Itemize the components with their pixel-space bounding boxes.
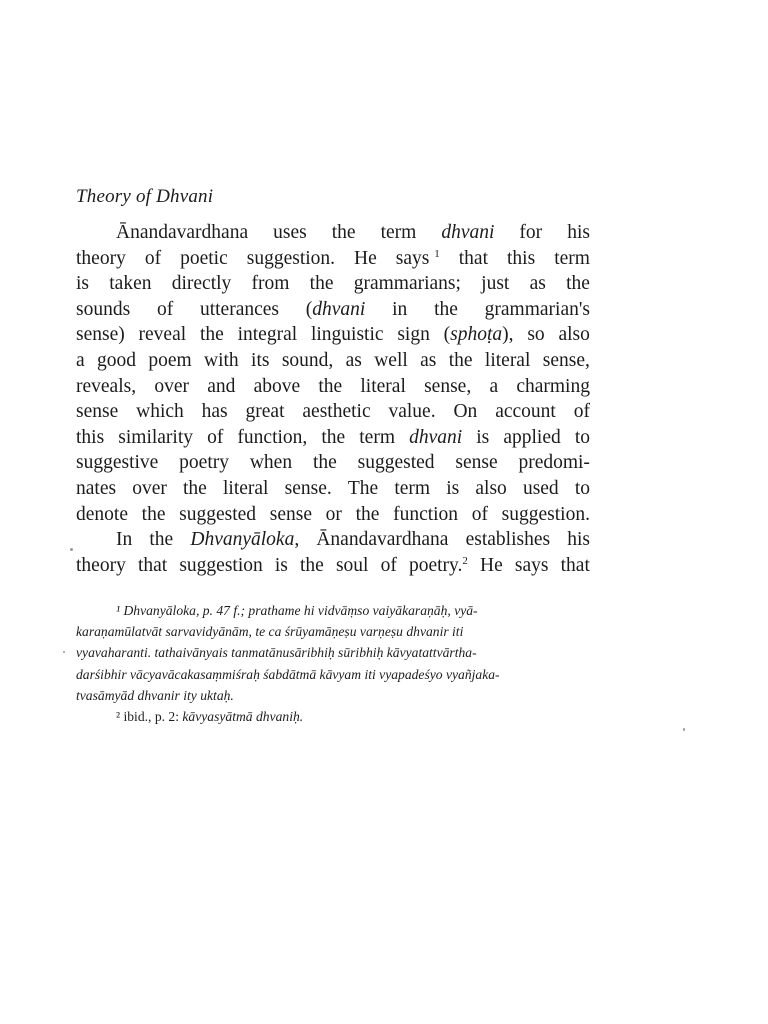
footnote-2-ref: ² ibid., p. 2: <box>116 709 179 725</box>
word: value. <box>388 401 436 423</box>
footnotes <box>76 600 590 727</box>
word: uses <box>273 222 307 243</box>
word: as <box>529 273 546 295</box>
word: suggested <box>179 503 257 525</box>
word: He <box>354 247 377 269</box>
word: sign <box>397 324 430 346</box>
word: Ānandavardhana <box>116 222 249 243</box>
word: sense) <box>76 324 125 346</box>
word: the <box>318 375 343 397</box>
word: the <box>434 298 458 320</box>
word: sounds <box>76 298 131 320</box>
word: aesthetic <box>302 401 371 423</box>
word: integral <box>237 324 298 346</box>
footnote-1-line: vyavaharanti. tathaivānyais tanmatānusāribhiḥ sūribhiḥ kāvyatattvārtha- <box>76 645 477 661</box>
word: as <box>345 349 362 371</box>
word: taken <box>109 273 152 295</box>
word: the <box>321 426 346 448</box>
word: term <box>380 222 417 243</box>
word: suggestion. <box>501 503 590 525</box>
word: used <box>522 477 559 499</box>
word: in <box>392 298 408 320</box>
word: suggested <box>357 452 435 474</box>
word: the <box>309 273 334 295</box>
word: function, <box>237 426 308 448</box>
word: He <box>480 554 503 576</box>
word: as <box>420 349 437 371</box>
word: so <box>527 324 545 346</box>
word: predomi- <box>518 452 590 474</box>
word: his <box>567 222 590 243</box>
word: sense. <box>284 477 332 499</box>
text-line <box>76 322 590 348</box>
word: with <box>204 349 239 371</box>
word: On <box>453 401 478 423</box>
word: term <box>554 247 590 269</box>
word: and <box>207 375 236 397</box>
word: the <box>183 477 207 499</box>
word: sense <box>76 401 119 423</box>
footnote-1-line: ¹ Dhvanyāloka, p. 47 f.; prathame hi vidvāṃso vaiyākaraṇāḥ, vyā- <box>116 603 478 618</box>
word: over <box>132 477 167 499</box>
word: to <box>574 477 590 499</box>
text-line <box>76 527 590 553</box>
word: Dhvanyāloka, <box>190 529 300 551</box>
word: or <box>325 503 342 525</box>
text-line <box>76 450 590 476</box>
word: suggestion. <box>246 247 336 269</box>
word: the <box>566 273 590 295</box>
footnote-1-line: karaṇamūlatvāt sarvavidyānām, te ca śrūyamāṇeṣu varṇeṣu dhvanir iti <box>76 624 464 640</box>
word: for <box>519 222 543 243</box>
word: nates <box>76 477 117 499</box>
word: of <box>156 298 174 320</box>
paragraph-1 <box>76 220 590 527</box>
word: of <box>144 247 162 269</box>
word: In <box>116 529 133 551</box>
word: its <box>251 349 270 371</box>
word: literal <box>222 477 269 499</box>
word: from <box>251 273 290 295</box>
word: linguistic <box>310 324 384 346</box>
word: term <box>394 477 431 499</box>
footnote-2 <box>76 706 590 727</box>
word: The <box>347 477 379 499</box>
word: similarity <box>118 426 194 448</box>
word: suggestive <box>76 452 159 474</box>
word: theory <box>76 247 126 269</box>
word: literal <box>484 349 531 371</box>
word: is <box>274 554 288 576</box>
body-text <box>76 220 590 578</box>
word: suggestion <box>179 554 263 576</box>
word: literal <box>360 375 406 397</box>
word: sense, <box>542 349 590 371</box>
text-line <box>76 553 590 579</box>
word: is <box>76 273 90 295</box>
text-line <box>76 348 590 374</box>
text-line <box>76 425 590 451</box>
word: poetry <box>179 452 229 474</box>
word: good <box>97 349 136 371</box>
word: sound, <box>281 349 334 371</box>
text-line <box>76 374 590 400</box>
text-line <box>76 297 590 323</box>
word: charming <box>516 375 590 397</box>
word: is <box>476 426 490 448</box>
scan-speck <box>683 728 685 731</box>
word: of <box>573 401 590 423</box>
text-line <box>76 502 590 528</box>
word: dhvani <box>441 222 495 243</box>
word: poetic <box>180 247 228 269</box>
word: above <box>253 375 301 397</box>
word: dhvani <box>409 426 463 448</box>
word: the <box>141 503 166 525</box>
word: reveal <box>138 324 187 346</box>
word: applied <box>503 426 561 448</box>
word: great <box>245 401 285 423</box>
word: says $^1$ <box>395 247 440 269</box>
word: this <box>76 426 105 448</box>
word: theory <box>76 554 126 576</box>
word: when <box>249 452 293 474</box>
word: grammarian's <box>484 298 590 320</box>
word: poetry.$^2$ <box>408 554 468 576</box>
word: utterances <box>199 298 280 320</box>
word: the <box>300 554 324 576</box>
word: the <box>312 452 337 474</box>
word: reveals, <box>76 375 137 397</box>
word: sense <box>455 452 498 474</box>
word: just <box>481 273 510 295</box>
text-line <box>76 399 590 425</box>
word: also <box>558 324 590 346</box>
word: is <box>446 477 460 499</box>
text-line <box>76 476 590 502</box>
word: term <box>359 426 395 448</box>
word: says <box>514 554 549 576</box>
text-line <box>76 246 590 272</box>
word: the <box>448 349 473 371</box>
word: Ānandavardhana <box>316 529 449 551</box>
footnote-2-text: kāvyasyātmā dhvaniḥ. <box>182 709 304 725</box>
word: establishes <box>465 529 551 551</box>
word: his <box>567 529 590 551</box>
word: grammarians; <box>353 273 461 295</box>
word: directly <box>171 273 232 295</box>
text-line <box>76 271 590 297</box>
word: soul <box>335 554 369 576</box>
word: this <box>507 247 536 269</box>
word: sense <box>269 503 312 525</box>
word: the <box>331 222 356 243</box>
word: sense, <box>424 375 472 397</box>
word: also <box>475 477 507 499</box>
word: which <box>136 401 184 423</box>
footnote-1-line: tvasāmyād dhvanir ity uktaḥ. <box>76 687 234 703</box>
word: of <box>207 426 224 448</box>
word: account <box>495 401 556 423</box>
paragraph-2 <box>76 527 590 578</box>
scan-speck <box>70 548 73 551</box>
word: poem <box>148 349 192 371</box>
word: to <box>574 426 590 448</box>
word: function <box>393 503 459 525</box>
word: the <box>199 324 224 346</box>
word: well <box>374 349 408 371</box>
section-heading: Theory of Dhvani <box>76 186 214 207</box>
word: has <box>201 401 228 423</box>
word: the <box>149 529 174 551</box>
footnote-1-line: darśibhir vācyavācakasaṃmiśraḥ śabdātmā kāvyam iti vyapadeśyo vyañjaka- <box>76 666 500 682</box>
word: (sphoṭa), <box>443 324 514 346</box>
word: a <box>76 349 85 371</box>
word: of <box>380 554 397 576</box>
word: a <box>489 375 499 397</box>
word: (dhvani <box>305 298 366 320</box>
word: the <box>355 503 380 525</box>
word: that <box>458 247 488 269</box>
word: denote <box>76 503 128 525</box>
word: that <box>560 554 590 576</box>
word: of <box>471 503 488 525</box>
scan-speck <box>63 651 65 653</box>
text-line <box>76 220 590 246</box>
word: that <box>137 554 168 576</box>
word: over <box>154 375 189 397</box>
